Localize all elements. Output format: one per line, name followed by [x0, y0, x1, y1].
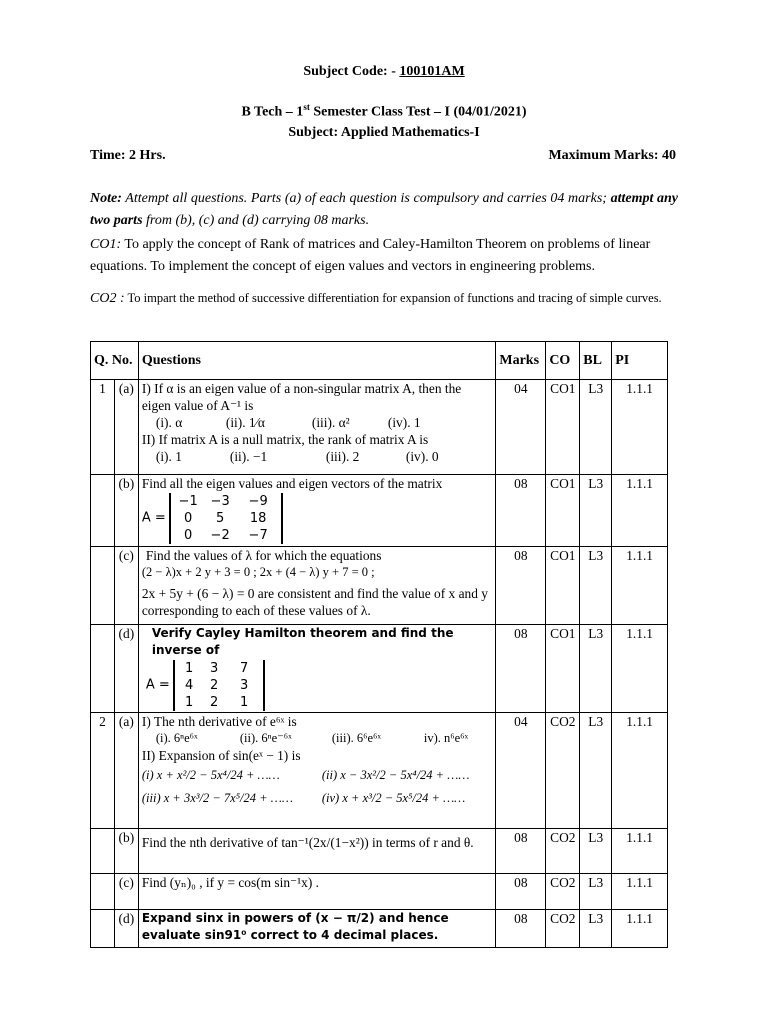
subject-line: Subject: Applied Mathematics-I: [288, 125, 480, 140]
table-row-q2d: [91, 910, 668, 948]
table-row-q1c: [91, 547, 668, 625]
header-co: CO: [546, 342, 580, 380]
bl-cell: L3: [580, 713, 612, 829]
co-cell: CO1: [546, 547, 580, 625]
questions-table: [90, 341, 668, 948]
table-row-q2b: [91, 829, 668, 874]
test-title-pre: B Tech – 1: [241, 104, 304, 120]
matrix-cell: 0: [184, 511, 193, 526]
option: (iii). 2: [325, 449, 360, 464]
option: (ii). −1: [229, 449, 268, 464]
matrix-b: [169, 493, 283, 544]
marks-cell: 08: [496, 910, 546, 948]
marks-cell: 04: [496, 713, 546, 829]
question-text: [138, 713, 496, 829]
bl-cell: L3: [580, 380, 612, 475]
q-number-empty: [91, 625, 115, 713]
q-number-empty: [91, 475, 115, 547]
subject-code: 100101AM: [399, 64, 465, 79]
matrix-cell: −9: [248, 494, 268, 509]
table-row-q1d: [91, 625, 668, 713]
co2-paragraph: [90, 288, 690, 309]
marks-cell: 08: [496, 475, 546, 547]
bl-cell: L3: [580, 829, 612, 874]
q2a-line1: I) The nth derivative of e⁶ˣ is: [141, 714, 297, 729]
question-text: Expand sinx in powers of (x − π/2) and hence evaluate sin91⁰ correct to 4 decimal places.: [138, 910, 496, 948]
question-text: Find (yₙ)₀ , if y = cos(m sin⁻¹x) .: [138, 874, 496, 910]
matrix-cell: −1: [178, 494, 198, 509]
option: (ii). 1⁄α: [225, 415, 265, 430]
q-part: (c): [114, 547, 138, 625]
matrix-label: A =: [141, 510, 166, 526]
q-number: 2: [91, 713, 115, 829]
matrix-cell: 2: [210, 695, 219, 710]
option: (ii) x − 3x²/2 − 5x⁴/24 + ……: [321, 768, 470, 782]
matrix-cell: 4: [185, 678, 194, 693]
table-header-row: [91, 342, 668, 380]
matrix-cell: 3: [240, 678, 249, 693]
q-part: (a): [114, 713, 138, 829]
q2a-options-row-2: [142, 790, 493, 807]
marks-cell: 08: [496, 829, 546, 874]
marks-cell: 08: [496, 625, 546, 713]
q1a-options-2: [142, 448, 493, 465]
co-cell: CO2: [546, 874, 580, 910]
pi-cell: 1.1.1: [612, 547, 668, 625]
header-marks: Marks: [496, 342, 546, 380]
q-number-empty: [91, 910, 115, 948]
bl-cell: L3: [580, 910, 612, 948]
q1c-line3: 2x + 5y + (6 − λ) = 0 are consistent and find the value of x and y corresponding to each of these values of λ.: [141, 586, 488, 618]
matrix-cell: 0: [184, 528, 193, 543]
q-part: (d): [114, 910, 138, 948]
question-text: [138, 380, 496, 475]
bl-cell: L3: [580, 625, 612, 713]
co2-label: CO2 :: [90, 291, 125, 306]
q1b-text: Find all the eigen values and eigen vectors of the matrix: [141, 476, 443, 491]
co-cell: CO1: [546, 625, 580, 713]
option: (iv). 1: [387, 415, 421, 430]
marks-cell: 08: [496, 874, 546, 910]
q-part: (b): [114, 475, 138, 547]
matrix-cell: −7: [248, 528, 268, 543]
option: (iv). 0: [405, 449, 439, 464]
co-cell: CO1: [546, 475, 580, 547]
option: (i). α: [155, 415, 183, 430]
matrix-cell: 1: [185, 695, 194, 710]
q1a-options-1: [142, 414, 493, 431]
bl-cell: L3: [580, 547, 612, 625]
matrix-cell: 18: [249, 511, 267, 526]
co-cell: CO2: [546, 829, 580, 874]
subject-code-label: Subject Code: -: [303, 64, 400, 79]
co1-text: To apply the concept of Rank of matrices and Caley-Hamilton Theorem on problems of linear equations. To implement the concept of eigen values and vectors in engineering problems.: [90, 237, 651, 274]
q-part: (c): [114, 874, 138, 910]
q1d-text: Verify Cayley Hamilton theorem and find the inverse of: [151, 626, 454, 657]
time-label: Time: 2 Hrs.: [90, 148, 166, 163]
q1a-line2: II) If matrix A is a null matrix, the rank of matrix A is: [141, 432, 429, 447]
header-pi: PI: [612, 342, 668, 380]
q-number-empty: [91, 829, 115, 874]
question-text: [138, 547, 496, 625]
note-text-1: Attempt all questions. Parts (a) of each question is compulsory and carries 04 marks;: [121, 191, 611, 206]
note-label: Note:: [90, 191, 122, 206]
table-row-q2c: [91, 874, 668, 910]
q-number: 1: [91, 380, 115, 475]
option: (ii). 6ⁿe⁻⁶ˣ: [239, 731, 292, 745]
table-row-q1b: [91, 475, 668, 547]
marks-cell: 08: [496, 547, 546, 625]
test-title-sup: st: [303, 102, 310, 112]
max-marks-label: Maximum Marks: 40: [548, 148, 676, 163]
q1d-matrix-line: [142, 660, 493, 711]
q2a-options-1: [142, 730, 493, 747]
bl-cell: L3: [580, 874, 612, 910]
q2a-line2: II) Expansion of sin(eˣ − 1) is: [141, 748, 301, 763]
matrix-cell: 1: [240, 695, 249, 710]
matrix-cell: −3: [210, 494, 230, 509]
pi-cell: 1.1.1: [612, 380, 668, 475]
note-text-2: from (b), (c) and (d) carrying 08 marks.: [142, 213, 370, 228]
q1c-line2: (2 − λ)x + 2 y + 3 = 0 ; 2x + (4 − λ) y + 7 = 0 ;: [141, 565, 375, 579]
matrix-cell: 3: [210, 661, 219, 676]
co2-text: To impart the method of successive differentiation for expansion of functions and tracing of simple curves.: [124, 291, 662, 305]
header-bl: BL: [580, 342, 612, 380]
q1c-line1: Find the values of λ for which the equations: [145, 548, 382, 563]
table-row-q1a: [91, 380, 668, 475]
q-number-empty: [91, 547, 115, 625]
co1-label: CO1:: [90, 237, 122, 252]
option: (i). 6ⁿe⁶ˣ: [155, 731, 198, 745]
header-qno: Q. No.: [91, 342, 139, 380]
marks-cell: 04: [496, 380, 546, 475]
matrix-cell: 2: [210, 678, 219, 693]
q-part: (d): [114, 625, 138, 713]
matrix-label: A =: [145, 677, 170, 693]
co-cell: CO1: [546, 380, 580, 475]
pi-cell: 1.1.1: [612, 713, 668, 829]
option: (iii) x + 3x³/2 − 7x⁵/24 + ……: [141, 791, 293, 805]
test-title-post: Semester Class Test – I (04/01/2021): [309, 104, 527, 120]
matrix-cell: 7: [240, 661, 249, 676]
q2a-options-row-1: [142, 767, 493, 784]
pi-cell: 1.1.1: [612, 910, 668, 948]
pi-cell: 1.1.1: [612, 829, 668, 874]
question-text: [138, 475, 496, 547]
matrix-cell: 5: [216, 511, 225, 526]
pi-cell: 1.1.1: [612, 874, 668, 910]
option: (iii). 6⁶e⁶ˣ: [331, 731, 381, 745]
q1a-line1: I) If α is an eigen value of a non-singular matrix A, then the eigen value of A⁻¹ is: [141, 381, 462, 413]
q-number-empty: [91, 874, 115, 910]
option: iv). n⁶e⁶ˣ: [423, 731, 469, 745]
note-bold: attempt any two parts: [90, 191, 678, 228]
subject-code-line: [0, 64, 768, 80]
bl-cell: L3: [580, 475, 612, 547]
option: (iv) x + x³/2 − 5x⁵/24 + ……: [321, 791, 466, 805]
header-questions: Questions: [138, 342, 496, 380]
matrix-cell: −2: [210, 528, 230, 543]
co1-paragraph: [90, 234, 690, 278]
co-cell: CO2: [546, 910, 580, 948]
option: (i) x + x²/2 − 5x⁴/24 + ……: [141, 768, 280, 782]
table-row-q2a: [91, 713, 668, 829]
matrix-cell: 1: [185, 661, 194, 676]
option: (iii). α²: [311, 415, 350, 430]
pi-cell: 1.1.1: [612, 475, 668, 547]
question-text: [138, 625, 496, 713]
matrix-d: [173, 660, 265, 711]
note-paragraph: [90, 188, 678, 232]
test-title: [0, 102, 768, 121]
co-cell: CO2: [546, 713, 580, 829]
q-part: (a): [114, 380, 138, 475]
question-text: Find the nth derivative of tan⁻¹(2x/(1−x²)) in terms of r and θ.: [138, 829, 496, 874]
option: (i). 1: [155, 449, 182, 464]
pi-cell: 1.1.1: [612, 625, 668, 713]
q-part: (b): [114, 829, 138, 874]
q1b-matrix-line: [142, 493, 493, 544]
